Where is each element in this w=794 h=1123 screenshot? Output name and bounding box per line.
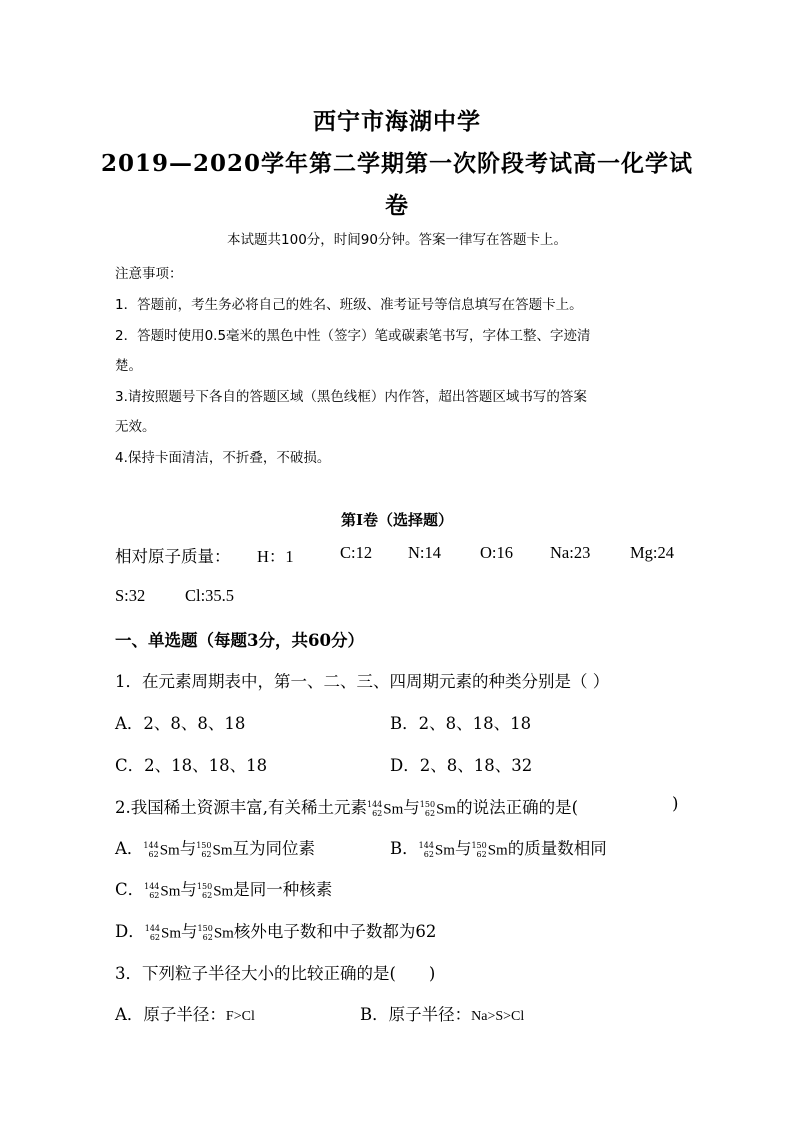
atomic-number: 62 bbox=[424, 808, 436, 818]
q1-stem: 1．在元素周期表中，第一、二、三、四周期元素的种类分别是（ ） bbox=[115, 672, 610, 691]
atomic-number: 62 bbox=[202, 932, 213, 942]
mass-number: 150 bbox=[196, 840, 212, 850]
mass-number: 144 bbox=[144, 923, 161, 933]
sm150-symbol bbox=[197, 882, 233, 900]
option-label: D． bbox=[115, 922, 145, 941]
option-label: C． bbox=[115, 880, 145, 899]
exam-title-line1: 2019—2020学年第二学期第一次阶段考试高一化学试 bbox=[100, 150, 694, 177]
atomic-number: 62 bbox=[201, 849, 212, 859]
notes-item-3a: 3.请按照题号下各自的答题区域（黑色线框）内作答，超出答题区域书写的答案 bbox=[115, 389, 587, 405]
q2-stem-and: 与 bbox=[403, 798, 420, 817]
notes-item-1: 1．答题前，考生务必将自己的姓名、班级、准考证号等信息填写在答题卡上。 bbox=[115, 297, 583, 313]
q2-option-a bbox=[115, 835, 315, 859]
q2-stem-text-b: 的说法正确的是( bbox=[456, 798, 579, 817]
sm150-symbol bbox=[196, 841, 232, 859]
option-label: B． bbox=[390, 839, 419, 858]
element-symbol: Sm bbox=[161, 925, 182, 941]
element-symbol: Sm bbox=[213, 925, 234, 941]
q2-stem-text-a: 2.我国稀土资源丰富,有关稀土元素 bbox=[115, 798, 367, 817]
mass-number: 150 bbox=[196, 881, 213, 891]
part-title: 一、单选题（每题3分，共60分） bbox=[115, 631, 364, 650]
notes-item-4: 4.保持卡面清洁，不折叠，不破损。 bbox=[115, 450, 331, 466]
atomic-number: 62 bbox=[202, 890, 213, 900]
mass-number: 144 bbox=[143, 840, 159, 850]
q2-stem-close: ) bbox=[672, 794, 679, 813]
sm144-symbol bbox=[143, 841, 179, 859]
notes-heading: 注意事项： bbox=[115, 266, 183, 282]
q1-option-a: A．2、8、8、18 bbox=[115, 714, 246, 733]
section-title: 第I卷（选择题） bbox=[340, 511, 454, 529]
mass-mg: Mg:24 bbox=[630, 543, 675, 562]
q2-stem bbox=[115, 794, 578, 818]
atomic-number: 62 bbox=[476, 849, 487, 859]
mass-number: 144 bbox=[418, 840, 434, 850]
mass-number: 144 bbox=[367, 799, 383, 809]
atomic-number: 62 bbox=[423, 849, 434, 859]
q3-stem: 3．下列粒子半径大小的比较正确的是( ) bbox=[115, 964, 436, 983]
mass-o: O:16 bbox=[480, 543, 513, 562]
element-symbol: Sm bbox=[436, 801, 457, 817]
element-symbol: Sm bbox=[213, 883, 234, 899]
exam-info: 本试题共100分，时间90分钟。答案一律写在答题卡上。 bbox=[227, 232, 567, 248]
element-symbol: Sm bbox=[383, 801, 404, 817]
option-and: 与 bbox=[180, 880, 197, 899]
notes-item-2a: 2．答题时使用0.5毫米的黑色中性（签字）笔或碳素笔书写，字体工整、字迹清 bbox=[115, 328, 591, 344]
q2-option-d bbox=[115, 918, 436, 942]
option-value: Na>S>Cl bbox=[471, 1009, 525, 1024]
option-text: 核外电子数和中子数都为62 bbox=[233, 922, 437, 941]
option-and: 与 bbox=[179, 839, 197, 858]
sm150-symbol bbox=[198, 924, 234, 942]
mass-n: N:14 bbox=[408, 543, 441, 562]
sm144-symbol bbox=[144, 882, 180, 900]
option-text: 的质量数相同 bbox=[507, 839, 607, 858]
element-symbol: Sm bbox=[487, 842, 508, 858]
option-label: B．原子半径： bbox=[360, 1005, 472, 1024]
element-symbol: Sm bbox=[159, 842, 180, 858]
mass-number: 150 bbox=[419, 799, 436, 809]
sm144-symbol bbox=[145, 924, 181, 942]
q1-option-c: C．2、18、18、18 bbox=[115, 756, 268, 775]
q1-option-b: B．2、8、18、18 bbox=[390, 714, 532, 733]
exam-title-line2: 卷 bbox=[385, 192, 409, 219]
q3-option-a bbox=[115, 1001, 255, 1025]
atomic-number: 62 bbox=[149, 932, 161, 942]
option-and: 与 bbox=[454, 839, 472, 858]
sm150-symbol bbox=[420, 800, 456, 818]
mass-number: 144 bbox=[144, 881, 160, 891]
option-and: 与 bbox=[181, 922, 198, 941]
notes-item-3b: 无效。 bbox=[115, 419, 156, 435]
element-symbol: Sm bbox=[212, 842, 233, 858]
school-name: 西宁市海湖中学 bbox=[313, 108, 481, 135]
q2-option-b bbox=[390, 835, 607, 859]
option-value: F>Cl bbox=[225, 1009, 255, 1024]
option-label: A．原子半径： bbox=[115, 1005, 226, 1024]
element-symbol: Sm bbox=[160, 883, 181, 899]
mass-cl: Cl:35.5 bbox=[185, 586, 235, 605]
mass-number: 150 bbox=[197, 923, 213, 933]
option-text: 互为同位素 bbox=[232, 839, 316, 858]
q3-option-b bbox=[360, 1001, 524, 1025]
mass-number: 150 bbox=[471, 840, 487, 850]
atomic-number: 62 bbox=[149, 890, 160, 900]
atomic-mass-label: 相对原子质量： bbox=[115, 547, 231, 566]
element-symbol: Sm bbox=[434, 842, 455, 858]
sm144-symbol bbox=[419, 841, 455, 859]
q2-option-c bbox=[115, 876, 332, 900]
sm144-symbol bbox=[367, 800, 403, 818]
sm150-symbol bbox=[471, 841, 507, 859]
option-text: 是同一种核素 bbox=[233, 880, 333, 899]
mass-h: H：1 bbox=[257, 547, 294, 566]
notes-item-2b: 楚。 bbox=[115, 358, 142, 374]
atomic-number: 62 bbox=[372, 808, 383, 818]
mass-c: C:12 bbox=[340, 543, 373, 562]
q1-option-d: D．2、8、18、32 bbox=[390, 756, 533, 775]
mass-s: S:32 bbox=[115, 586, 146, 605]
option-label: A． bbox=[115, 839, 144, 858]
mass-na: Na:23 bbox=[550, 543, 591, 562]
atomic-number: 62 bbox=[148, 849, 159, 859]
